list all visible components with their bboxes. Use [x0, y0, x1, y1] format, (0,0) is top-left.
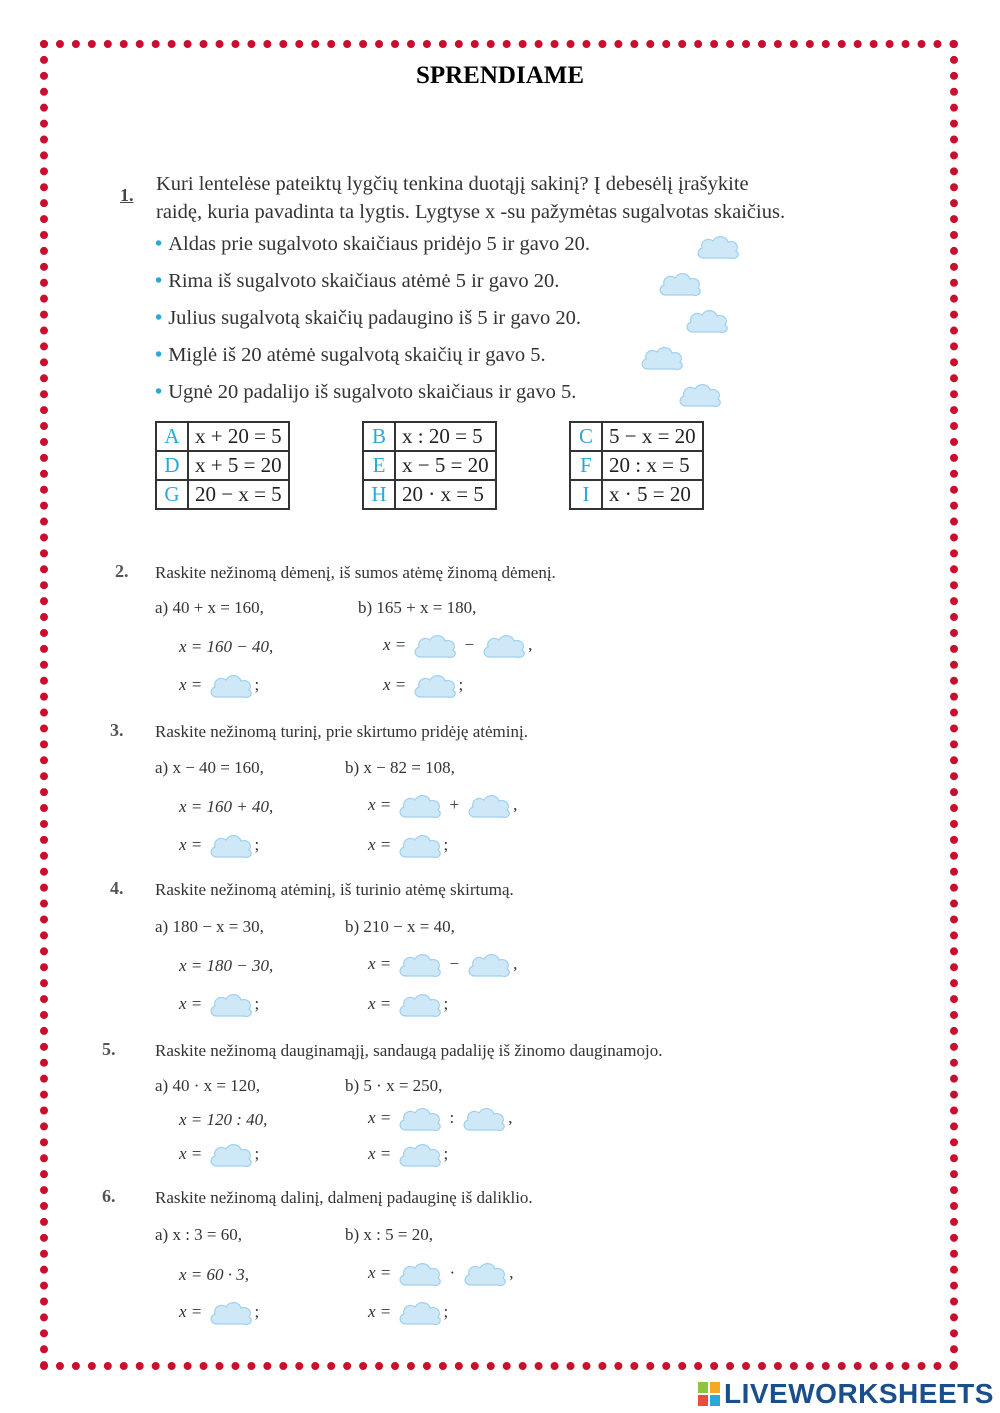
part-a-answer-line — [179, 1298, 259, 1328]
part-a-answer-line — [179, 1140, 259, 1170]
operator-sign: − — [464, 634, 475, 654]
sentence-item — [155, 307, 581, 330]
bullet-icon: • — [155, 307, 163, 329]
part-b-step-line — [368, 1259, 513, 1289]
sentence-text: Miglė iš 20 atėmė sugalvotą skaičių ir gavo 5. — [168, 344, 546, 366]
part-b-answer-line — [368, 1298, 448, 1328]
bullet-icon: • — [155, 233, 163, 255]
part-b-operand-cloud-1[interactable] — [396, 791, 444, 821]
part-a-equation: a) 40 + x = 160, — [155, 598, 264, 617]
task-number: 4. — [110, 878, 124, 898]
sentence-answer-cloud[interactable] — [656, 269, 704, 299]
equation-row — [363, 451, 496, 480]
semicolon: ; — [254, 834, 260, 854]
part-b-operand-cloud-2[interactable] — [480, 631, 528, 661]
equation-text: x − 5 = 20 — [395, 451, 496, 480]
answer-prefix: x = — [383, 674, 407, 694]
task-number: 3. — [110, 720, 124, 740]
part-b-equation: b) x : 5 = 20, — [345, 1225, 433, 1244]
answer-prefix: x = — [179, 1143, 203, 1163]
part-b-step-line — [368, 791, 517, 821]
part-b-operand-cloud-1[interactable] — [396, 1104, 444, 1134]
bullet-icon: • — [155, 270, 163, 292]
equation-text: x + 20 = 5 — [188, 422, 289, 451]
equation-text: x + 5 = 20 — [188, 451, 289, 480]
sentence-answer-cloud[interactable] — [638, 343, 686, 373]
part-b-equation: b) 165 + x = 180, — [358, 598, 477, 617]
comma: , — [508, 1107, 513, 1127]
part-b-operand-cloud-1[interactable] — [396, 1259, 444, 1289]
part-b-operand-cloud-2[interactable] — [465, 791, 513, 821]
logo-text: LIVEWORKSHEETS — [724, 1378, 994, 1409]
equation-row — [156, 422, 289, 451]
task-number: 5. — [102, 1039, 116, 1059]
equation-row — [363, 422, 496, 451]
equation-row — [156, 451, 289, 480]
part-b-answer-cloud[interactable] — [396, 1298, 444, 1328]
bullet-icon: • — [155, 344, 163, 366]
task-number: 2. — [115, 561, 129, 581]
part-b-step-line — [368, 950, 517, 980]
part-a-equation: a) 40 · x = 120, — [155, 1076, 260, 1095]
comma: , — [528, 634, 533, 654]
part-a-step: x = 180 − 30, — [179, 956, 274, 975]
part-b-answer-line — [368, 990, 448, 1020]
equation-letter: D — [156, 451, 188, 480]
part-a-step: x = 160 − 40, — [179, 637, 274, 656]
page-title: SPRENDIAME — [415, 62, 585, 89]
part-b-answer-line — [368, 1140, 448, 1170]
part-b-operand-cloud-2[interactable] — [460, 1104, 508, 1134]
part-b-answer-cloud[interactable] — [396, 831, 444, 861]
part-a-answer-cloud[interactable] — [207, 1298, 255, 1328]
part-a-step: x = 160 + 40, — [179, 797, 274, 816]
sentence-item — [155, 381, 576, 404]
semicolon: ; — [458, 674, 464, 694]
task-heading: Raskite nežinomą dėmenį, iš sumos atėmę žinomą dėmenį. — [155, 563, 556, 582]
part-a-answer-line — [179, 671, 259, 701]
step-prefix: x = — [368, 1107, 392, 1127]
equation-text: 20 − x = 5 — [188, 480, 289, 509]
part-a-answer-line — [179, 990, 259, 1020]
operator-sign: + — [449, 794, 460, 814]
part-a-answer-cloud[interactable] — [207, 831, 255, 861]
logo-mark-icon — [698, 1381, 720, 1405]
sentence-item — [155, 344, 546, 367]
answer-prefix: x = — [368, 993, 392, 1013]
part-b-equation: b) 5 · x = 250, — [345, 1076, 443, 1095]
part-a-answer-cloud[interactable] — [207, 671, 255, 701]
part-b-answer-cloud[interactable] — [411, 671, 459, 701]
answer-prefix: x = — [179, 834, 203, 854]
sentence-text: Julius sugalvotą skaičių padaugino iš 5 ir gavo 20. — [168, 307, 581, 329]
task-number: 6. — [102, 1186, 116, 1206]
part-a-step: x = 60 · 3, — [179, 1265, 250, 1284]
part-b-operand-cloud-2[interactable] — [465, 950, 513, 980]
equation-text: 5 − x = 20 — [602, 422, 703, 451]
part-b-equation: b) x − 82 = 108, — [345, 758, 455, 777]
sentence-text: Rima iš sugalvoto skaičiaus atėmė 5 ir gavo 20. — [168, 270, 560, 292]
part-b-equation: b) 210 − x = 40, — [345, 917, 455, 936]
equation-row — [570, 422, 703, 451]
sentence-text: Aldas prie sugalvoto skaičiaus pridėjo 5 ir gavo 20. — [168, 233, 591, 255]
semicolon: ; — [254, 674, 260, 694]
operator-sign: · — [449, 1262, 456, 1282]
answer-prefix: x = — [179, 993, 203, 1013]
comma: , — [509, 1262, 514, 1282]
part-b-answer-cloud[interactable] — [396, 1140, 444, 1170]
equation-text: x · 5 = 20 — [602, 480, 703, 509]
answer-prefix: x = — [179, 1301, 203, 1321]
semicolon: ; — [443, 993, 449, 1013]
part-b-answer-cloud[interactable] — [396, 990, 444, 1020]
equation-text: x : 20 = 5 — [395, 422, 496, 451]
comma: , — [513, 794, 518, 814]
task-heading: Raskite nežinomą atėminį, iš turinio atėmę skirtumą. — [155, 880, 514, 899]
bullet-icon: • — [155, 381, 163, 403]
equation-letter: F — [570, 451, 602, 480]
answer-prefix: x = — [179, 674, 203, 694]
semicolon: ; — [254, 1301, 260, 1321]
part-b-operand-cloud-1[interactable] — [411, 631, 459, 661]
part-b-operand-cloud-2[interactable] — [461, 1259, 509, 1289]
equation-letter: H — [363, 480, 395, 509]
answer-prefix: x = — [368, 1143, 392, 1163]
sentence-item — [155, 233, 590, 256]
equation-row — [570, 451, 703, 480]
step-prefix: x = — [368, 953, 392, 973]
equation-letter: E — [363, 451, 395, 480]
equation-letter: G — [156, 480, 188, 509]
part-a-equation: a) 180 − x = 30, — [155, 917, 264, 936]
liveworksheets-logo — [698, 1378, 994, 1410]
part-b-answer-line — [383, 671, 463, 701]
equation-row — [570, 480, 703, 509]
step-prefix: x = — [383, 634, 407, 654]
equation-text: 20 : x = 5 — [602, 451, 703, 480]
sentence-answer-cloud[interactable] — [676, 380, 724, 410]
equation-row — [363, 480, 496, 509]
step-prefix: x = — [368, 794, 392, 814]
part-a-equation: a) x − 40 = 160, — [155, 758, 264, 777]
part-b-step-line — [383, 631, 532, 661]
equation-letter: A — [156, 422, 188, 451]
semicolon: ; — [443, 1301, 449, 1321]
semicolon: ; — [443, 834, 449, 854]
task-1-number: 1. — [120, 185, 134, 205]
part-b-answer-line — [368, 831, 448, 861]
task-heading: Raskite nežinomą dalinį, dalmenį padauginę iš daliklio. — [155, 1188, 533, 1207]
part-a-step: x = 120 : 40, — [179, 1110, 268, 1129]
equation-table-2 — [362, 421, 497, 510]
semicolon: ; — [254, 993, 260, 1013]
operator-sign: : — [449, 1107, 455, 1127]
semicolon: ; — [254, 1143, 260, 1163]
part-a-equation: a) x : 3 = 60, — [155, 1225, 243, 1244]
task-1-intro-line1: Kuri lentelėse pateiktų lygčių tenkina duotąjį sakinį? Į debesėlį įrašykite — [156, 173, 749, 195]
semicolon: ; — [443, 1143, 449, 1163]
answer-prefix: x = — [368, 1301, 392, 1321]
comma: , — [513, 953, 518, 973]
sentence-item — [155, 270, 559, 293]
equation-row — [156, 480, 289, 509]
sentence-text: Ugnė 20 padalijo iš sugalvoto skaičiaus ir gavo 5. — [168, 381, 577, 403]
operator-sign: − — [449, 953, 460, 973]
task-heading: Raskite nežinomą turinį, prie skirtumo pridėję atėminį. — [155, 722, 528, 741]
equation-letter: C — [570, 422, 602, 451]
part-b-operand-cloud-1[interactable] — [396, 950, 444, 980]
equation-letter: B — [363, 422, 395, 451]
answer-prefix: x = — [368, 834, 392, 854]
equation-table-3 — [569, 421, 704, 510]
part-b-step-line — [368, 1104, 513, 1134]
equation-text: 20 · x = 5 — [395, 480, 496, 509]
task-1-intro-line2: raidę, kuria pavadinta ta lygtis. Lygtyse x -su pažymėtas sugalvotas skaičius. — [156, 201, 786, 223]
equation-table-1 — [155, 421, 290, 510]
task-heading: Raskite nežinomą dauginamąjį, sandaugą padaliję iš žinomo dauginamojo. — [155, 1041, 663, 1060]
part-a-answer-cloud[interactable] — [207, 1140, 255, 1170]
part-a-answer-line — [179, 831, 259, 861]
part-a-answer-cloud[interactable] — [207, 990, 255, 1020]
step-prefix: x = — [368, 1262, 392, 1282]
sentence-answer-cloud[interactable] — [694, 232, 742, 262]
equation-letter: I — [570, 480, 602, 509]
sentence-answer-cloud[interactable] — [683, 306, 731, 336]
